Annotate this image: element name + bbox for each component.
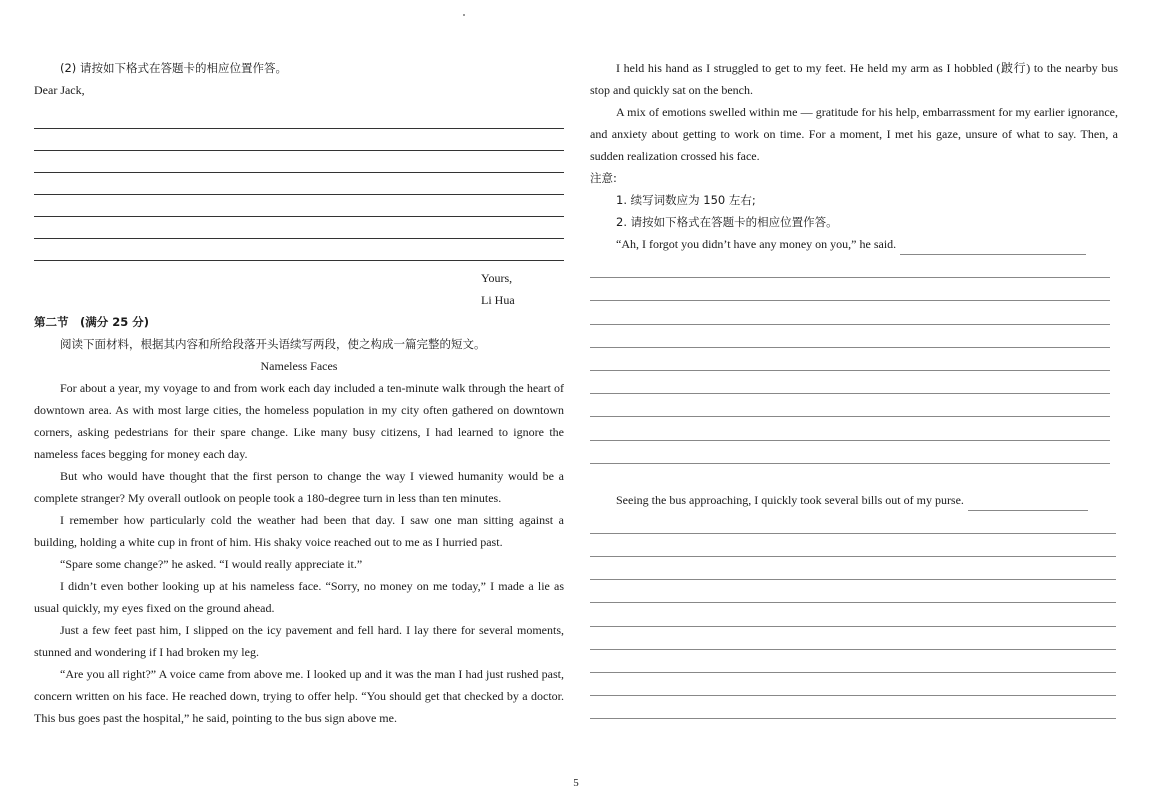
starter-text: Seeing the bus approaching, I quickly took several bills out of my purse.	[616, 492, 964, 507]
right-column	[590, 57, 1118, 719]
writing-line	[590, 348, 1110, 371]
writing-line	[590, 301, 1110, 324]
writing-line	[34, 195, 564, 217]
continuation-writing-lines-1	[590, 255, 1118, 464]
story-paragraph: I remember how particularly cold the weather had been that day. I saw one man sitting against a building, holding a white cup in front of him. His shaky voice reached out to me as I hurried past.	[34, 513, 564, 549]
scan-dot	[463, 14, 465, 16]
writing-line	[590, 255, 1110, 278]
writing-blank	[900, 240, 1086, 255]
story-paragraph: A mix of emotions swelled within me — gratitude for his help, embarrassment for my earlier ignorance, and anxiety about getting to work on time. For a moment, I met his gaze, unsure of what to say. Then, a sudden realization crossed his face.	[590, 105, 1118, 163]
section-instruction: 阅读下面材料，根据其内容和所给段落开头语续写两段，使之构成一篇完整的短文。	[60, 337, 486, 351]
story-paragraph: Just a few feet past him, I slipped on the icy pavement and fell hard. I lay there for several moments, stunned and wondering if I had broken my leg.	[34, 623, 564, 659]
writing-line	[590, 394, 1110, 417]
continuation-starter-2	[590, 489, 1118, 511]
writing-line	[590, 511, 1116, 534]
story-paragraph: I held his hand as I struggled to get to my feet. He held my arm as I hobbled (跛行) to the nearby bus stop and quickly sat on the bench.	[590, 61, 1118, 97]
continuation-writing-lines-2	[590, 511, 1118, 720]
letter-instruction: (2) 请按如下格式在答题卡的相应位置作答。	[60, 61, 287, 75]
notes-label: 注意:	[590, 171, 617, 185]
letter-signature: Li Hua	[481, 293, 515, 307]
writing-line	[590, 696, 1116, 719]
writing-line	[34, 239, 564, 261]
writing-line	[590, 417, 1110, 440]
starter-text: “Ah, I forgot you didn’t have any money on you,” he said.	[616, 237, 897, 251]
writing-line	[590, 325, 1110, 348]
continuation-starter-1	[590, 233, 1118, 255]
writing-line	[590, 278, 1110, 301]
note-item: 1. 续写词数应为 150 左右;	[616, 193, 756, 207]
story-paragraph: I didn’t even bother looking up at his nameless face. “Sorry, no money on me today,” I made a lie as usual quickly, my eyes fixed on the ground ahead.	[34, 579, 564, 615]
writing-line	[590, 534, 1116, 557]
writing-line	[34, 107, 564, 129]
writing-line	[590, 627, 1116, 650]
left-column	[34, 57, 564, 729]
letter-writing-lines	[34, 107, 564, 261]
writing-line	[590, 580, 1116, 603]
story-paragraph: But who would have thought that the first person to change the way I viewed humanity would be a complete stranger? My overall outlook on people took a 180-degree turn in less than ten minutes.	[34, 469, 564, 505]
writing-line	[590, 603, 1116, 626]
writing-line	[34, 151, 564, 173]
letter-closing: Yours,	[481, 271, 513, 285]
section-title: 第二节 (满分 25 分)	[34, 315, 150, 329]
writing-line	[34, 217, 564, 239]
writing-line	[590, 557, 1116, 580]
story-title: Nameless Faces	[260, 359, 338, 373]
writing-blank	[968, 496, 1088, 511]
letter-greeting: Dear Jack,	[34, 83, 85, 97]
page-number: 5	[573, 777, 579, 789]
story-paragraph: For about a year, my voyage to and from work each day included a ten-minute walk through the heart of downtown area. As with most large cities, the homeless population in my city often gathered on downtown corners, asking pedestrians for their spare change. Like many busy citizens, I had learned to ignore the nameless faces begging for money each day.	[34, 381, 564, 461]
story-paragraph: “Are you all right?” A voice came from above me. I looked up and it was the man I had just rushed past, concern written on his face. He reached down, trying to offer help. “You should get that checked by a doctor. This bus goes past the hospital,” he said, pointing to the bus sign above me.	[34, 667, 564, 725]
writing-line	[590, 650, 1116, 673]
note-item: 2. 请按如下格式在答题卡的相应位置作答。	[616, 215, 838, 229]
writing-line	[34, 173, 564, 195]
story-paragraph: “Spare some change?” he asked. “I would really appreciate it.”	[60, 557, 363, 571]
writing-line	[590, 441, 1110, 464]
writing-line	[34, 129, 564, 151]
writing-line	[590, 673, 1116, 696]
writing-line	[590, 371, 1110, 394]
